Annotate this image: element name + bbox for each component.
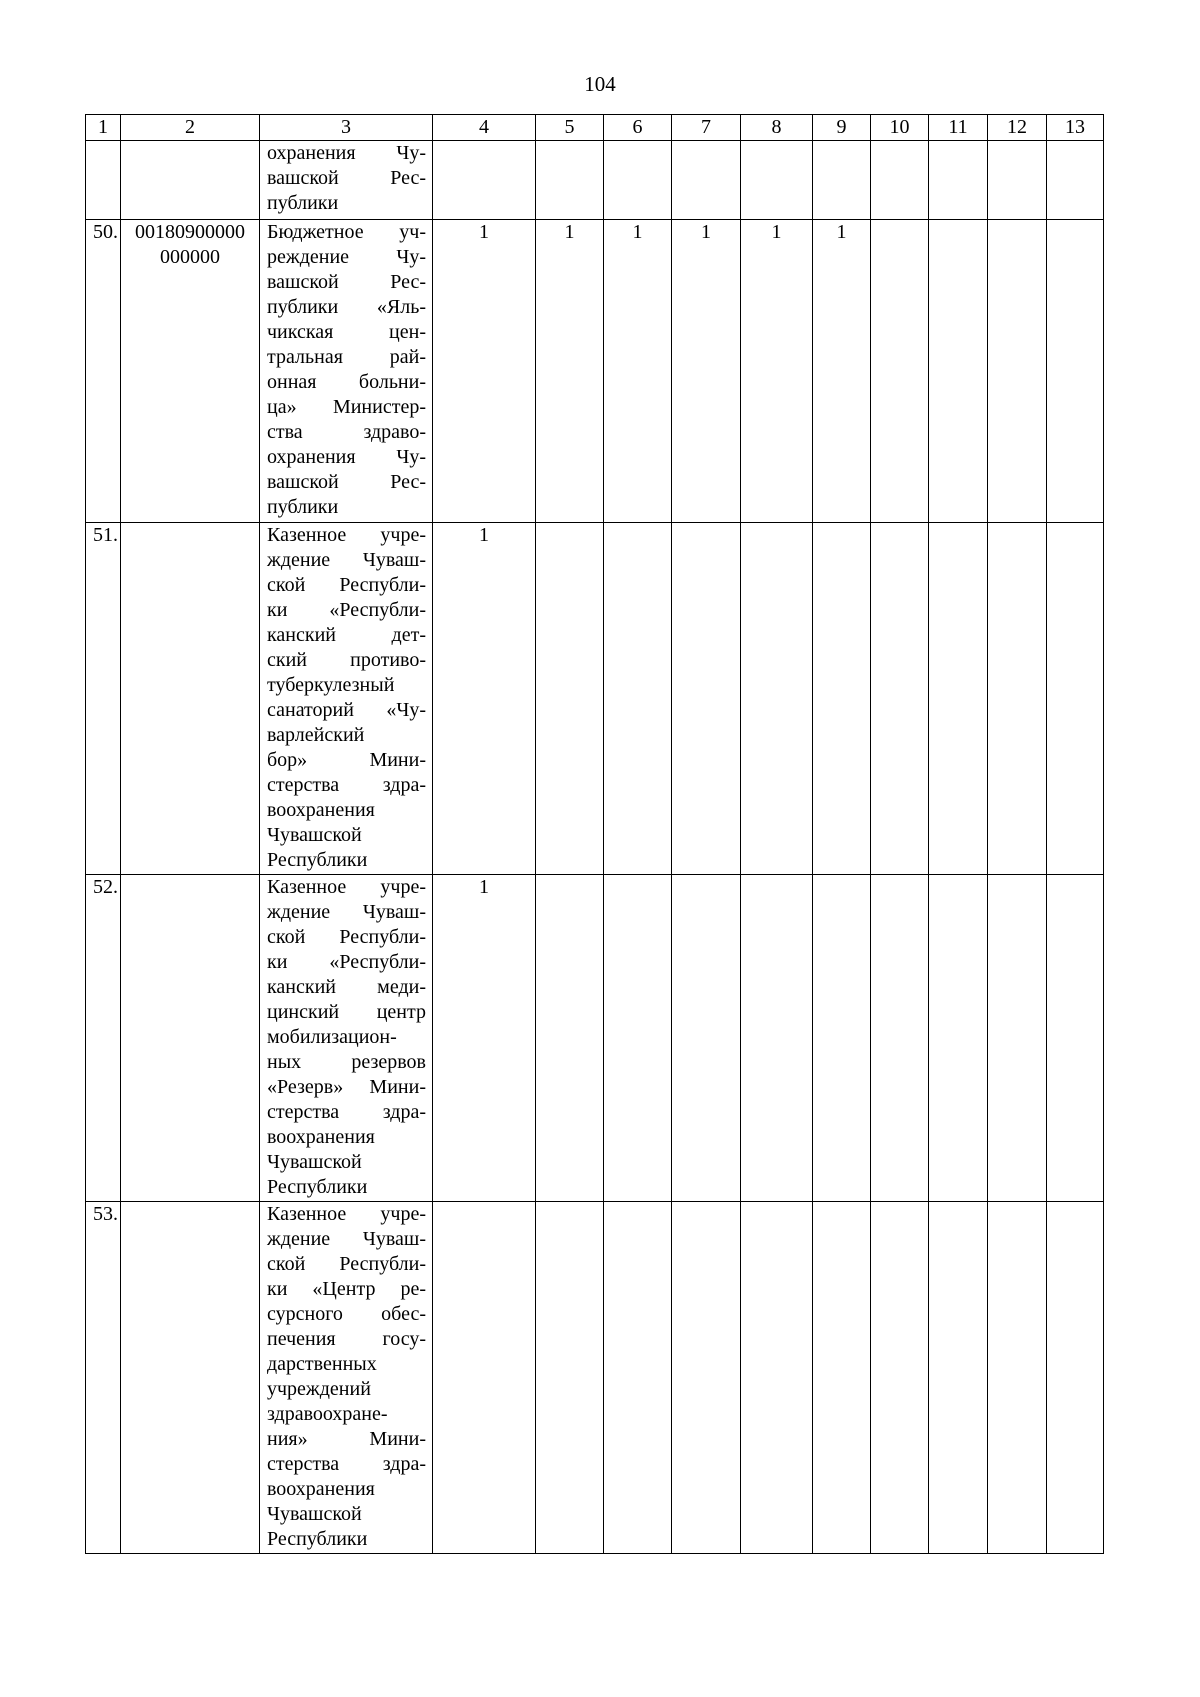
value-cell-col-5 [536,141,604,220]
value-cell-col-4 [433,141,536,220]
row-number [86,141,121,220]
institution-name-line: ждение Чуваш- [267,901,426,923]
institution-name-line: Казенное учре- [267,876,426,898]
row-number: 50. [86,220,121,523]
institution-name-line: ства здраво- [267,421,426,443]
column-header-7: 7 [672,115,741,141]
row-number: 53. [86,1202,121,1554]
value-cell-col-11 [929,875,988,1202]
value-cell-col-11 [929,141,988,220]
institution-name-line: ца» Министер- [267,396,426,418]
value-cell-col-12 [988,1202,1047,1554]
column-header-1: 1 [86,115,121,141]
institution-name-line: здравоохране- [267,1403,388,1425]
institution-name-line: онная больни- [267,371,426,393]
value-cell-col-7: 1 [672,220,741,523]
institution-name-line: дарственных [267,1353,377,1375]
value-cell-col-13 [1047,141,1104,220]
value-cell-col-11 [929,523,988,875]
institution-name-line: ской Республи- [267,574,426,596]
institution-name-line: сурсного обес- [267,1303,426,1325]
value-cell-col-10 [871,1202,929,1554]
column-header-4: 4 [433,115,536,141]
institution-name-line: публики «Яль- [267,296,426,318]
value-cell-col-4: 1 [433,220,536,523]
value-cell-col-6 [604,523,672,875]
table-row [86,1202,1104,1554]
column-header-10: 10 [871,115,929,141]
value-cell-col-12 [988,220,1047,523]
institution-name-line: печения госу- [267,1328,426,1350]
value-cell-col-12 [988,523,1047,875]
column-header-3: 3 [260,115,433,141]
institution-name-line: стерства здра- [267,1101,426,1123]
row-code [121,141,260,220]
value-cell-col-9 [813,1202,871,1554]
page-number: 104 [584,72,616,96]
institution-name-line: ской Республи- [267,1253,426,1275]
value-cell-col-9 [813,141,871,220]
table-row [86,875,1104,1202]
institution-name-line: Республики [267,1528,368,1550]
row-institution-name [260,523,433,875]
value-cell-col-8: 1 [741,220,813,523]
value-cell-col-13 [1047,523,1104,875]
institution-name-line: Казенное учре- [267,1203,426,1225]
value-cell-col-13 [1047,220,1104,523]
value-cell-col-11 [929,220,988,523]
institution-name-line: мобилизацион- [267,1026,397,1048]
row-institution-name [260,220,433,523]
value-cell-col-10 [871,141,929,220]
data-table [85,114,1104,1554]
institution-name-line: ждение Чуваш- [267,549,426,571]
row-code [121,875,260,1202]
institution-name-line: Чувашской [267,1151,362,1173]
column-header-8: 8 [741,115,813,141]
institution-name-line: ния» Мини- [267,1428,426,1450]
institution-name-line: туберкулезный [267,674,395,696]
institution-name-line: бор» Мини- [267,749,426,771]
column-header-6: 6 [604,115,672,141]
column-header-2: 2 [121,115,260,141]
institution-name-line: чикская цен- [267,321,426,343]
value-cell-col-10 [871,220,929,523]
value-cell-col-5: 1 [536,220,604,523]
row-number: 52. [86,875,121,1202]
institution-name-line: стерства здра- [267,774,426,796]
row-code: 00180900000 000000 [121,220,260,523]
institution-name-line: ки «Республи- [267,599,426,621]
institution-name-line: Республики [267,849,368,871]
institution-name-line: варлейский [267,724,365,746]
value-cell-col-8 [741,141,813,220]
column-header-13: 13 [1047,115,1104,141]
institution-name-line: ных резервов [267,1051,426,1073]
institution-name-line: публики [267,192,339,214]
table-body [86,115,1104,1554]
value-cell-col-12 [988,875,1047,1202]
table-row [86,523,1104,875]
institution-name-line: Бюджетное уч- [267,221,426,243]
value-cell-col-8 [741,523,813,875]
row-number: 51. [86,523,121,875]
institution-name-line: «Резерв» Мини- [267,1076,426,1098]
value-cell-col-9 [813,875,871,1202]
row-code [121,523,260,875]
institution-name-line: канский меди- [267,976,426,998]
value-cell-col-11 [929,1202,988,1554]
value-cell-col-6: 1 [604,220,672,523]
value-cell-col-10 [871,875,929,1202]
value-cell-col-7 [672,141,741,220]
table-row [86,141,1104,220]
institution-name-line: воохранения [267,1126,375,1148]
institution-name-line: реждение Чу- [267,246,426,268]
institution-name-line: ки «Республи- [267,951,426,973]
institution-name-line: вашской Рес- [267,167,426,189]
value-cell-col-4: 1 [433,875,536,1202]
value-cell-col-10 [871,523,929,875]
value-cell-col-4: 1 [433,523,536,875]
row-code [121,1202,260,1554]
value-cell-col-7 [672,1202,741,1554]
institution-name-line: цинский центр [267,1001,426,1023]
column-header-9: 9 [813,115,871,141]
institution-name-line: ждение Чуваш- [267,1228,426,1250]
institution-name-line: воохранения [267,799,375,821]
institution-name-line: воохранения [267,1478,375,1500]
row-institution-name [260,1202,433,1554]
institution-name-line: ский противо- [267,649,426,671]
value-cell-col-8 [741,1202,813,1554]
institution-name-line: ки «Центр ре- [267,1278,426,1300]
institution-name-line: ской Республи- [267,926,426,948]
institution-name-line: охранения Чу- [267,142,426,164]
institution-name-line: Республики [267,1176,368,1198]
institution-name-line: вашской Рес- [267,271,426,293]
institution-name-line: Чувашской [267,1503,362,1525]
value-cell-col-12 [988,141,1047,220]
value-cell-col-7 [672,523,741,875]
value-cell-col-5 [536,523,604,875]
institution-name-line: стерства здра- [267,1453,426,1475]
column-header-12: 12 [988,115,1047,141]
institution-name-line: канский дет- [267,624,426,646]
value-cell-col-9 [813,523,871,875]
institution-name-line: санаторий «Чу- [267,699,426,721]
table-header-row [86,115,1104,141]
institution-name-line: Чувашской [267,824,362,846]
value-cell-col-6 [604,141,672,220]
value-cell-col-13 [1047,875,1104,1202]
value-cell-col-6 [604,1202,672,1554]
institution-name-line: вашской Рес- [267,471,426,493]
row-institution-name [260,141,433,220]
value-cell-col-7 [672,875,741,1202]
institution-name-line: учреждений [267,1378,371,1400]
row-institution-name [260,875,433,1202]
institution-name-line: публики [267,496,339,518]
institution-name-line: охранения Чу- [267,446,426,468]
value-cell-col-13 [1047,1202,1104,1554]
institution-name-line: тральная рай- [267,346,426,368]
column-header-5: 5 [536,115,604,141]
value-cell-col-4 [433,1202,536,1554]
table-row [86,220,1104,523]
value-cell-col-6 [604,875,672,1202]
value-cell-col-5 [536,875,604,1202]
value-cell-col-9: 1 [813,220,871,523]
institution-name-line: Казенное учре- [267,524,426,546]
value-cell-col-5 [536,1202,604,1554]
value-cell-col-8 [741,875,813,1202]
column-header-11: 11 [929,115,988,141]
